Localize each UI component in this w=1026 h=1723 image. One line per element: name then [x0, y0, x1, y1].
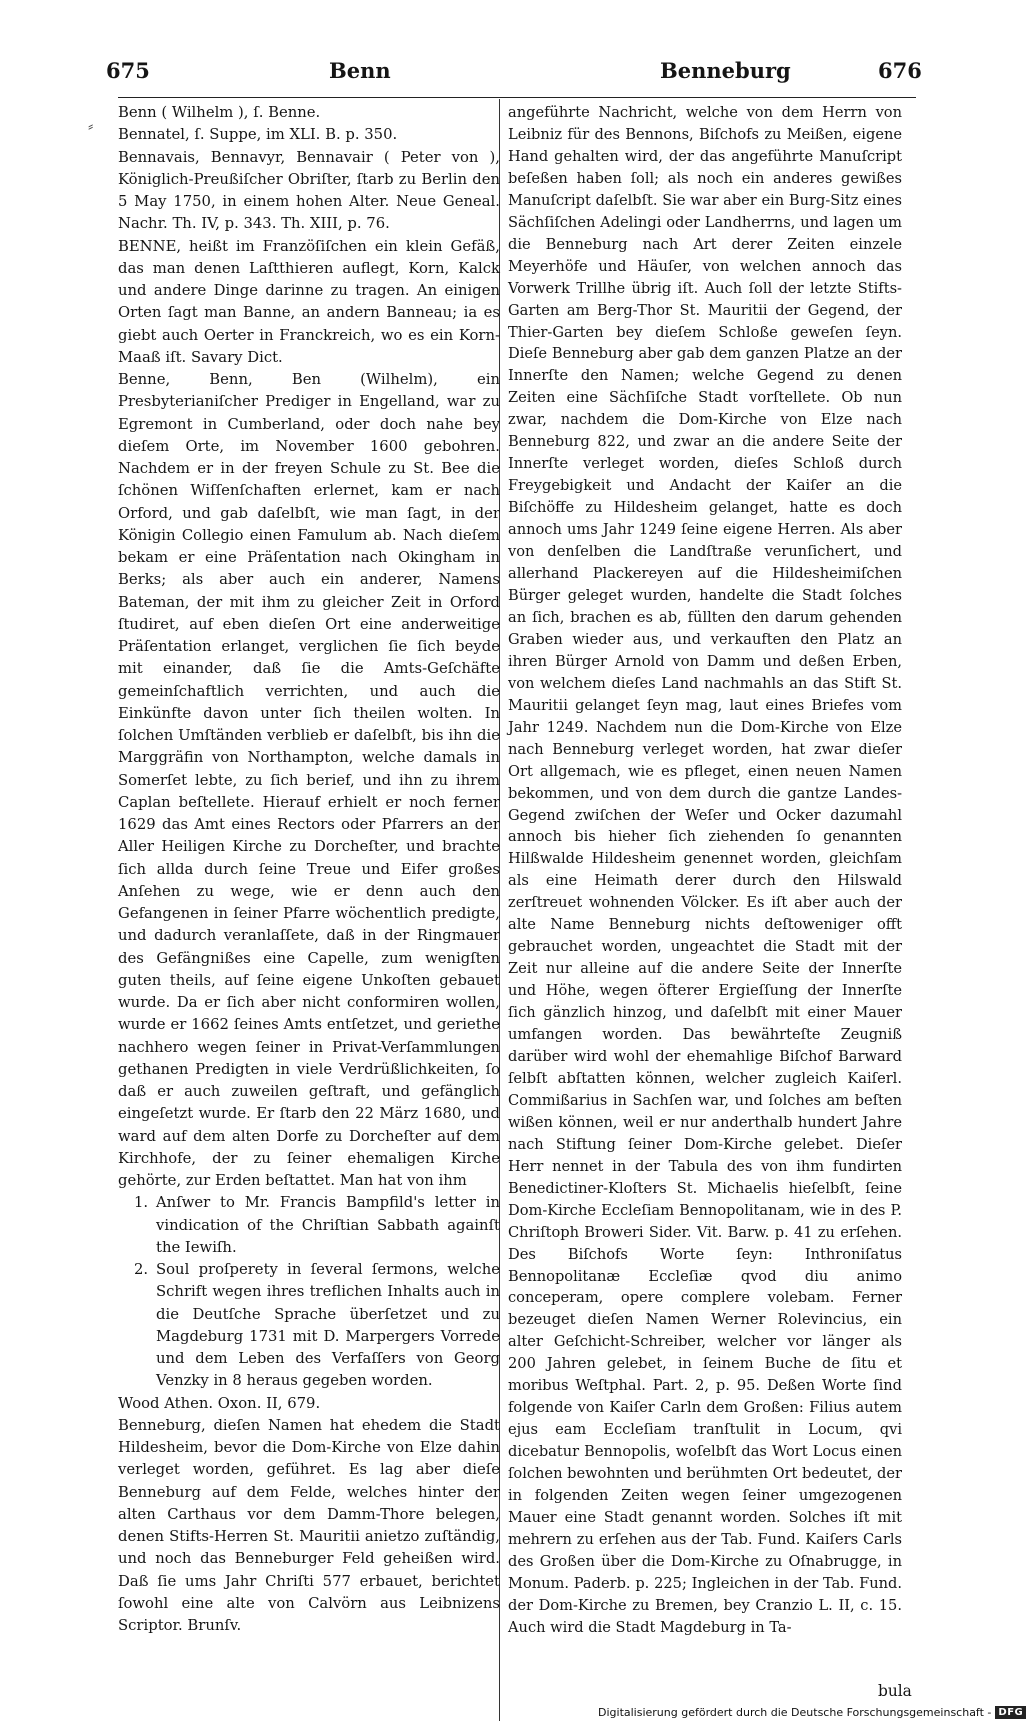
header-rule: [118, 97, 916, 98]
list-item: [118, 1192, 500, 1259]
right-page-number: 676: [878, 58, 922, 83]
entry-bennavais: Bennavais, Bennavyr, Bennavair ( Peter von ), Königlich-Preußiſcher Obriſter, ſtarb zu Berlin den 5 May 1750, in einem hohen Alter. Neue Geneal. Nachr. Th. IV, p. 343. Th. XIII, p. 76.: [118, 148, 500, 233]
left-running-head: Benn: [329, 58, 391, 83]
margin-annotation-mark: ⸗: [88, 116, 94, 135]
digitization-credit: [598, 1703, 1026, 1721]
entry-benneburg: Benneburg, dieſen Namen hat ehedem die Stadt Hildesheim, bevor die Dom-Kirche von Elze dahin verleget worden, geführet. Es lag aber dieſe Benneburg auf dem Felde, welches hinter der alten Carthaus vor dem Damm-Thore belegen, denen Stifts-Herren St. Mauritii anietzo zuſtändig, und noch das Benneburger Feld geheißen wird. Daß ſie ums Jahr Chriſti 577 erbauet, berichtet ſowohl eine alte von Calvörn aus Leibnizens Scriptor. Brunſv.: [118, 1416, 500, 1634]
dfg-logo: DFG: [995, 1706, 1026, 1719]
entry-benn: Benn ( Wilhelm ), ſ. Benne.: [118, 104, 321, 121]
list-item-text: Soul proſperety in ſeveral ſermons, welche Schrift wegen ihres treflichen Inhalts auch in die Deutſche Sprache überſetzet und zu Magdeburg 1731 mit D. Marpergers Vorrede und dem Leben des Verfaſſers von Georg Venzky in 8 heraus gegeben worden.: [156, 1261, 500, 1390]
reference-wood: Wood Athen. Oxon. II, 679.: [118, 1394, 321, 1412]
list-item-number: 1.: [134, 1194, 149, 1212]
right-column: [508, 102, 902, 1639]
left-page-number: 675: [106, 58, 150, 83]
list-item-text: Anſwer to Mr. Francis Bampfild's letter in vindication of the Chriſtian Sabbath againſt the Iewiſh.: [156, 1194, 500, 1256]
right-running-head: Benneburg: [660, 58, 791, 83]
entry-bennatel: Bennatel, ſ. Suppe, im XLI. B. p. 350.: [118, 126, 398, 144]
entry-benneburg-continued: angeführte Nachricht, welche von dem Herrn von Leibniz für des Bennons, Biſchofs zu Meißen, eigene Hand gehalten wird, der das angeführte Manuſcript beſeßen haben ſoll; als noch ein anderes gewißes Manuſcript daſelbſt. Sie war aber ein Burg-Sitz eines Sächſiſchen Adelingi oder Landherrns, und lagen um die Benneburg nach Art derer Zeiten einzele Meyerhöfe und Häuſer, von welchen annoch das Vorwerk Trillhe übrig iſt. Auch ſoll der letzte Stifts-Garten am Berg-Thor St. Mauritii der Gegend, der Thier-Garten bey dieſem Schloße geweſen ſeyn. Dieſe Benneburg aber gab dem ganzen Platze an der Innerſte den Namen; welche Gegend zu denen Zeiten eine Sächſiſche Stadt vorſtellete. Ob nun zwar, nachdem die Dom-Kirche von Elze nach Benneburg 822, und zwar an die andere Seite der Innerſte verleget worden, dieſes Schloß durch Freygebigkeit und Andacht der Kaiſer an die Biſchöffe zu Hildesheim gelanget, hatte es doch annoch ums Jahr 1249 ſeine eigene Herren. Als aber von denſelben die Landſtraße verunſichert, und allerhand Plackereyen auf die Hildesheimiſchen Bürger geleget wurden, handelte die Stadt ſolches an ſich, brachen es ab, füllten den darum gehenden Graben wieder aus, und verkauften den Platz an ihren Bürger Arnold von Damm und deßen Erben, von welchem dieſes Land nachmahls an das Stift St. Mauritii gelanget ſeyn mag, laut eines Briefes vom Jahr 1249. Nachdem nun die Dom-Kirche von Elze nach Benneburg verleget worden, hat zwar dieſer Ort allgemach, wie es pfleget, einen neuen Namen bekommen, und von dem durch die gantze Landes-Gegend zwiſchen der Weſer und Ocker dazumahl annoch bis hieher ſich ziehenden ſo genannten Hilßwalde Hildesheim genennet worden, gleichſam als eine Heimath derer durch den Hilswald zerſtreuet wohnenden Völcker. Es iſt aber auch der alte Name Benneburg nichts deſtoweniger offt gebrauchet worden, ungeachtet die Stadt mit der Zeit nur alleine auf die andere Seite der Innerſte und Höhe, wegen öfterer Ergieſſung der Innerſte ſich gänzlich hinzog, und daſelbſt mit einer Mauer umfangen worden. Das bewährteſte Zeugniß darüber wird wohl der ehemahlige Biſchof Barward ſelbſt abſtatten können, welcher zugleich Kaiſerl. Commißarius in Sachſen war, und ſolches am beſten wißen können, weil er nur anderthalb hundert Jahre nach Stiftung ſeiner Dom-Kirche gelebet. Dieſer Herr nennet in der Tabula des von ihm fundirten Benedictiner-Kloſters St. Michaelis hieſelbſt, ſeine Dom-Kirche Eccleſiam Bennopolitanam, wie in des P. Chriſtoph Broweri Sider. Vit. Barw. p. 41 zu erſehen. Des Biſchofs Worte ſeyn: Inthroniſatus Bennopolitanæ Eccleſiæ qvod diu animo conceperam, opere complere volebam. Ferner bezeuget dieſen Namen Werner Rolevincius, ein alter Geſchicht-Schreiber, welcher vor länger als 200 Jahren gelebet, in ſeinem Buche de ſitu et moribus Weſtphal. Part. 2, p. 95. Deßen Worte ſind folgende von Kaiſer Carln dem Großen: Filius autem ejus eam Eccleſiam tranſtulit in Locum, qvi dicebatur Bennopolis, woſelbſt das Wort Locus einen ſolchen bewohnten und berühmten Ort bedeutet, der in folgenden Zeiten wegen ſeiner umgezogenen Mauer eine Stadt genannt worden. Solches iſt mit mehrern zu erſehen aus der Tab. Fund. Kaiſers Carls des Großen über die Dom-Kirche zu Oſnabrugge, in Monum. Paderb. p. 225; Ingleichen in der Tab. Fund. der Dom-Kirche zu Bremen, bey Cranzio L. II, c. 15. Auch wird die Stadt Magdeburg in Ta-: [508, 104, 903, 1636]
credit-text: Digitalisierung gefördert durch die Deutsche Forschungsgemeinschaft -: [598, 1705, 992, 1719]
entry-benne-wilhelm: Benne, Benn, Ben (Wilhelm), ein Presbyterianiſcher Prediger in Engelland, war zu Egremont in Cumberland, oder doch nahe bey dieſem Orte, im November 1600 gebohren. Nachdem er in der freyen Schule zu St. Bee die ſchönen Wiſſenſchaften erlernet, kam er nach Orford, und gab daſelbſt, wie man ſagt, in der Königin Collegio einen Famulum ab. Nach dieſem bekam er eine Präſentation nach Okingham in Berks; als aber auch ein anderer, Namens Bateman, der mit ihm zu gleicher Zeit in Orford ſtudiret, auf eben dieſen Ort eine anderweitige Präſentation erlanget, verglichen ſie ſich beyde mit einander, daß ſie die Amts-Geſchäfte gemeinſchaftlich verrichten, und auch die Einkünfte davon unter ſich theilen wolten. In ſolchen Umſtänden verblieb er daſelbſt, bis ihn die Marggräfin von Northampton, welche damals in Somerſet lebte, zu ſich berief, und ihn zu ihrem Caplan beſtellete. Hierauf erhielt er noch ferner 1629 das Amt eines Rectors oder Pfarrers an der Aller Heiligen Kirche zu Dorcheſter, und brachte ſich allda durch ſeine Treue und Eifer großes Anſehen zu wege, wie er denn auch den Gefangenen in ſeiner Pfarre wöchentlich predigte, und dadurch veranlaſſete, daß in der Ringmauer des Gefängnißes eine Capelle, zum wenigſten guten theils, auf ſeine eigene Unkoſten gebauet wurde. Da er ſich aber nicht conformiren wollen, wurde er 1662 ſeines Amts entſetzet, und geriethe nachhero wegen ſeiner in Privat-Verſammlungen gethanen Predigten in viele Verdrüßlichkeiten, ſo daß er auch zuweilen geſtraft, und gefänglich eingeſetzt wurde. Er ſtarb den 22 März 1680, und ward auf dem alten Dorfe zu Dorcheſter auf dem Kirchhofe, der zu ſeiner ehemaligen Kirche gehörte, zur Erden beſtattet. Man hat von ihm: [118, 371, 500, 1189]
left-column: [118, 102, 500, 1637]
entry-benne-vessel: BENNE, heißt im Franzöſiſchen ein klein Gefäß, das man denen Laſtthieren auflegt, Korn, Kalck und andere Dinge darinne zu tragen. An einigen Orten ſagt man Banne, an andern Banneau; ia es giebt auch Oerter in Franckreich, wo es ein Korn-Maaß iſt. Savary Dict.: [118, 237, 500, 366]
list-item-number: 2.: [134, 1261, 149, 1278]
list-item: [118, 1259, 500, 1393]
catchword: bula: [878, 1682, 912, 1700]
works-list: [118, 1192, 500, 1392]
